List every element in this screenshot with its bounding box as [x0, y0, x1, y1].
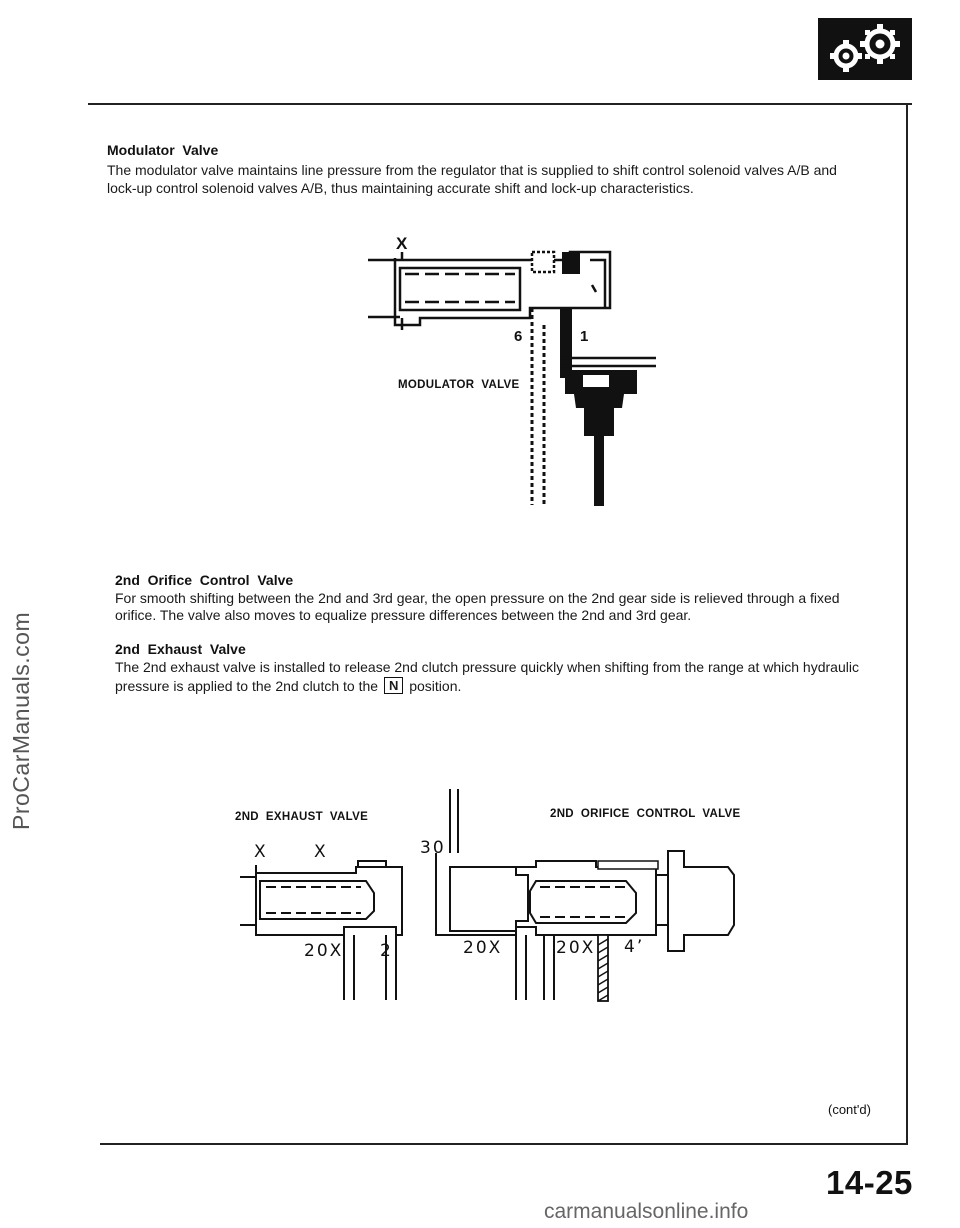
diagram2-label-x2: X [314, 842, 328, 862]
diagram2-label-20x-c: 20X [556, 938, 596, 958]
right-frame-rule [906, 103, 908, 1145]
diagram2-label-20x-a: 20X [304, 941, 344, 961]
diagram2-label-x1: X [254, 842, 268, 862]
diagram2-label-20x-b: 20X [463, 938, 503, 958]
side-watermark: ProCarManuals.com [8, 611, 34, 830]
diagram1-port-x: X [396, 234, 408, 253]
page-number: 14-25 [826, 1164, 913, 1201]
exhaust-body-line2-pre: pressure is applied to the 2nd clutch to the [115, 678, 379, 694]
gears-icon [818, 18, 912, 80]
modulator-valve-diagram [360, 230, 670, 515]
diagram2-label-2: 2 [380, 941, 393, 961]
exhaust-body-line1: The 2nd exhaust valve is installed to release 2nd clutch pressure quickly when shifting from the range at which hydraulic [115, 659, 859, 675]
diagram1-port-6: 6 [514, 328, 523, 345]
exhaust-valve-caption: 2ND EXHAUST VALVE [235, 811, 369, 823]
position-n-key: N [384, 677, 403, 694]
continued-note: (cont'd) [828, 1102, 871, 1117]
orifice-body-line1: For smooth shifting between the 2nd and 3rd gear, the open pressure on the 2nd gear side is relieved through a fixed [115, 590, 840, 606]
diagram1-port-1: 1 [580, 328, 589, 345]
orifice-valve-caption: 2ND ORIFICE CONTROL VALVE [550, 808, 741, 820]
orifice-title: 2nd Orifice Control Valve [115, 572, 294, 588]
orifice-body-line2: orifice. The valve also moves to equalize pressure differences between the 2nd and 3rd gear. [115, 607, 692, 623]
exhaust-body-line2 [115, 677, 461, 696]
modulator-body-line1: The modulator valve maintains line pressure from the regulator that is supplied to shift control solenoid valves A/B and [107, 162, 837, 178]
footer-rule [100, 1143, 908, 1145]
diagram2-label-30: 30 [420, 838, 446, 858]
modulator-title: Modulator Valve [107, 142, 219, 158]
exhaust-body-line2-post: position. [409, 678, 462, 694]
modulator-body-line2: lock-up control solenoid valves A/B, thus maintaining accurate shift and lock-up characteristics. [107, 180, 694, 196]
bottom-watermark: carmanualsonline.info [544, 1200, 749, 1223]
exhaust-orifice-valve-diagram [236, 785, 742, 1010]
diagram2-label-4: 4’ [624, 937, 645, 957]
exhaust-title: 2nd Exhaust Valve [115, 641, 246, 657]
header-rule [88, 103, 912, 105]
modulator-valve-caption: MODULATOR VALVE [398, 379, 520, 391]
